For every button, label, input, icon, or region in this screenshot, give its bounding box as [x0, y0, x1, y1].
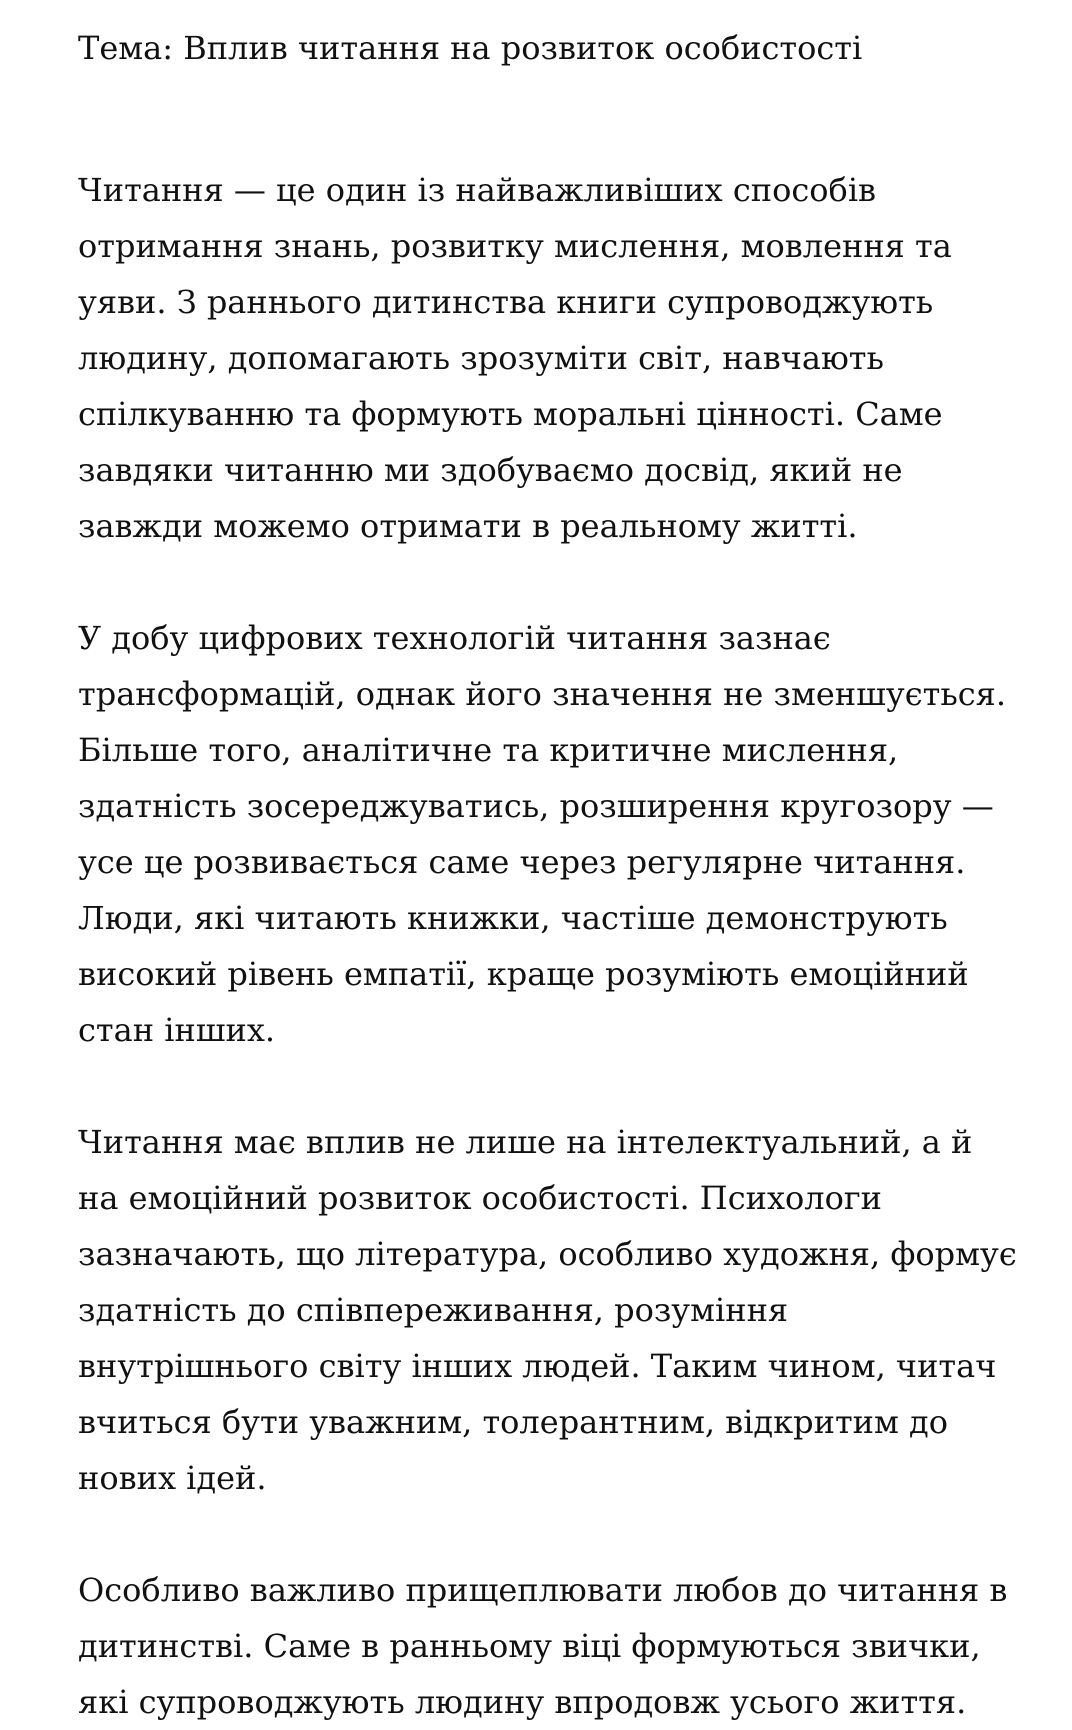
- paragraph-line: Читання має вплив не лише на інтелектуальний, а й: [78, 1123, 973, 1161]
- topic-heading: Тема: Вплив читання на розвиток особистості: [78, 29, 863, 67]
- paragraph-line: Особливо важливо прищеплювати любов до читання в: [78, 1571, 1008, 1609]
- paragraph-line: зазначають, що література, особливо художня, формує: [78, 1235, 1017, 1273]
- paragraph-line: які супроводжують людину впродовж усього життя.: [78, 1683, 967, 1721]
- paragraph-line: на емоційний розвиток особистості. Психологи: [78, 1179, 882, 1217]
- paragraph-line: Більше того, аналітичне та критичне мислення,: [78, 731, 899, 769]
- paragraph-1: [78, 162, 1002, 554]
- paragraph-line: завжди можемо отримати в реальному житті.: [78, 507, 858, 545]
- spacer: [78, 76, 1002, 162]
- paragraph-line: спілкуванню та формують моральні цінності. Саме: [78, 395, 943, 433]
- spacer: [78, 1058, 1002, 1114]
- paragraph-line: здатність до співпереживання, розуміння: [78, 1291, 789, 1329]
- paragraph-line: стан інших.: [78, 1011, 276, 1049]
- paragraph-2: [78, 610, 1007, 1058]
- paragraph-line: трансформацій, однак його значення не зменшується.: [78, 675, 1007, 713]
- paragraph-line: дитинстві. Саме в ранньому віці формуються звички,: [78, 1627, 981, 1665]
- paragraph-3: [78, 1114, 1017, 1506]
- paragraph-line: У добу цифрових технологій читання зазнає: [78, 619, 831, 657]
- spacer: [78, 554, 1002, 610]
- paragraph-line: здатність зосереджуватись, розширення кругозору —: [78, 787, 994, 825]
- paragraph-line: уяви. З раннього дитинства книги супроводжують: [78, 283, 934, 321]
- paragraph-line: отримання знань, розвитку мислення, мовлення та: [78, 227, 952, 265]
- paragraph-line: людину, допомагають зрозуміти світ, навчають: [78, 339, 884, 377]
- paragraph-line: вчиться бути уважним, толерантним, відкритим до: [78, 1403, 948, 1441]
- spacer: [78, 1506, 1002, 1562]
- paragraph-4: [78, 1562, 1008, 1730]
- paragraph-line: Читання — це один із найважливіших способів: [78, 171, 877, 209]
- paragraph-line: Люди, які читають книжки, частіше демонструють: [78, 899, 948, 937]
- paragraph-line: внутрішнього світу інших людей. Таким чином, читач: [78, 1347, 997, 1385]
- paragraph-line: високий рівень емпатії, краще розуміють емоційний: [78, 955, 969, 993]
- paragraph-line: нових ідей.: [78, 1459, 267, 1497]
- paragraph-line: завдяки читанню ми здобуваємо досвід, який не: [78, 451, 903, 489]
- paragraph-line: усе це розвивається саме через регулярне читання.: [78, 843, 966, 881]
